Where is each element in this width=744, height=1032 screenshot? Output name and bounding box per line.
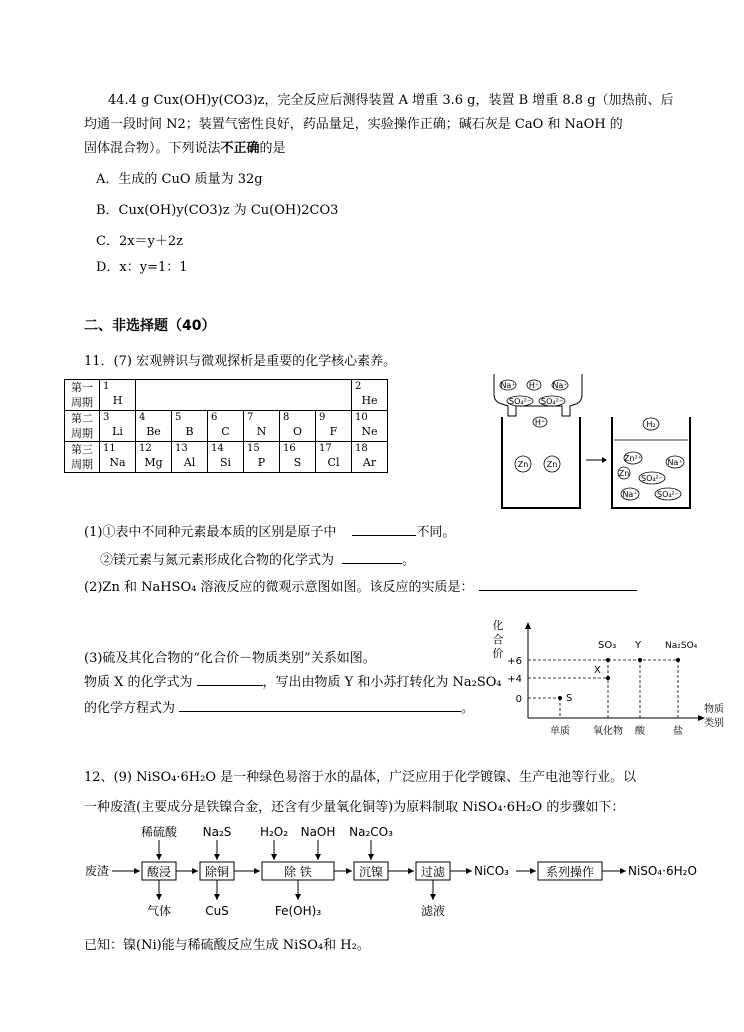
step-label: 系列操作	[545, 865, 595, 879]
flow-start: 废渣	[85, 864, 110, 878]
ion-label: SO₄²⁻	[640, 474, 664, 483]
reagent-label: NaOH	[300, 825, 336, 839]
y-axis-label-3: 价	[492, 647, 504, 660]
y-axis-label-2: 合	[492, 633, 504, 646]
reagent-label: Na₂CO₃	[349, 825, 393, 839]
period-label: 第一 周期	[65, 380, 100, 411]
q11-stem: 11．(7) 宏观辨识与微观探析是重要的化学核心素养。	[84, 354, 397, 369]
x-tick: 酸	[635, 726, 645, 737]
period-label: 第三 周期	[65, 442, 100, 473]
point-label: Y	[635, 640, 642, 651]
element-cell: 18 Ar	[352, 442, 388, 473]
y-axis-label-1: 化	[492, 619, 504, 632]
point-s	[558, 696, 562, 700]
ion-label: Na⁺	[667, 458, 683, 467]
output-label: CuS	[205, 904, 229, 918]
answer-blank[interactable]	[479, 578, 637, 591]
y-tick: 0	[515, 694, 522, 705]
ion-label: Na⁺	[622, 490, 638, 499]
answer-blank[interactable]	[352, 523, 416, 536]
ion-label: Na⁺	[500, 381, 516, 390]
point-so3	[606, 658, 610, 662]
q12-line-1: 12、(9) NiSO₄·6H₂O 是一种绿色易溶于水的晶体，广泛应用于化学镀镍、生产电池等行业。以	[84, 770, 637, 785]
reagent-label: Na₂S	[202, 825, 232, 839]
step-label: 除铜	[204, 865, 230, 879]
x-axis-label-2: 类别	[704, 718, 724, 729]
q11-part1: (1)①表中不同种元素最本质的区别是原子中 不同。	[84, 525, 456, 540]
point-label: S	[566, 693, 573, 704]
h2-label: H₂	[646, 420, 656, 429]
step-label: 酸浸	[146, 865, 172, 879]
x-tick: 单质	[550, 726, 570, 737]
q11-part1-2: ②镁元素与氮元素形成化合物的化学式为 。	[100, 553, 416, 568]
answer-blank[interactable]	[179, 699, 461, 712]
intro-line-2: 均通一段时间 N2；装置气密性良好，药品量足，实验操作正确；碱石灰是 CaO 和 NaOH 的	[84, 117, 623, 132]
process-flow	[80, 820, 730, 924]
element-cell: 10 Ne	[352, 411, 388, 442]
step-label: 沉镍	[358, 865, 384, 879]
point-label: Na₂SO₄	[665, 641, 698, 651]
ion-label: SO₄²⁻	[656, 490, 680, 499]
element-cell: 16 S	[280, 442, 316, 473]
point-na2so4	[676, 658, 680, 662]
flow-end: NiSO₄·6H₂O	[628, 864, 697, 878]
element-cell: 13 Al	[172, 442, 208, 473]
option-a: A．生成的 CuO 质量为 32g	[96, 172, 263, 187]
reagent-label: 稀硫酸	[140, 825, 178, 839]
intro-line-3: 固体混合物）。下列说法不正确的是	[84, 141, 286, 156]
ion-label: H⁺	[534, 418, 546, 427]
ion-label: SO₄²⁻	[508, 397, 532, 406]
reagent-label: H₂O₂	[259, 825, 289, 839]
answer-blank[interactable]	[197, 673, 263, 686]
element-cell: 8 O	[280, 411, 316, 442]
point-x	[606, 676, 610, 680]
valence-category-chart	[490, 615, 730, 740]
element-cell: 14 Si	[208, 442, 244, 473]
zn-label: Zn	[517, 460, 529, 469]
table-gap	[136, 380, 352, 411]
element-cell: 5 B	[172, 411, 208, 442]
ion-label: SO₄²⁻	[540, 397, 564, 406]
point-label: SO₃	[598, 640, 617, 651]
zn-label: Zn	[546, 460, 558, 469]
q11-part3: (3)硫及其化合物的“化合价－物质类别”关系如图。	[84, 651, 376, 666]
section-title: 二、非选择题（40）	[84, 318, 216, 334]
output-label: Fe(OH)₃	[274, 904, 322, 918]
element-cell: 12 Mg	[136, 442, 172, 473]
periodic-table	[64, 379, 388, 473]
x-tick: 氧化物	[593, 726, 623, 737]
ion-label: Na⁺	[552, 381, 568, 390]
y-tick: +4	[507, 674, 522, 685]
ion-label: H⁺	[528, 381, 540, 390]
element-cell: 7 N	[244, 411, 280, 442]
period-label: 第二 周期	[65, 411, 100, 442]
element-cell: 2 He	[352, 380, 388, 411]
x-tick: 盐	[673, 726, 683, 737]
q11-part2: (2)Zn 和 NaHSO₄ 溶液反应的微观示意图如图。该反应的实质是：	[84, 576, 637, 595]
element-cell: 17 Cl	[316, 442, 352, 473]
ion-label: Zn²⁺	[624, 454, 642, 463]
y-tick: +6	[507, 656, 522, 667]
answer-blank[interactable]	[342, 551, 402, 564]
element-cell: 11 Na	[100, 442, 136, 473]
q12-known: 已知：镍(Ni)能与稀硫酸反应生成 NiSO₄和 H₂。	[84, 938, 370, 953]
step-label: 除 铁	[284, 865, 312, 879]
element-cell: 3 Li	[100, 411, 136, 442]
step-label: 过滤	[420, 865, 446, 879]
zn-label: Zn	[618, 469, 630, 478]
option-c: C．2x＝y＋2z	[96, 234, 184, 249]
element-cell: 6 C	[208, 411, 244, 442]
q11-part3-x: 物质 X 的化学式为 ，写出由物质 Y 和小苏打转化为 Na₂SO₄	[84, 675, 502, 690]
element-cell: 9 F	[316, 411, 352, 442]
flow-mid: NiCO₃	[474, 864, 509, 878]
element-cell: 15 P	[244, 442, 280, 473]
q11-part3-eq: 的化学方程式为 。	[84, 701, 475, 716]
point-y	[638, 658, 642, 662]
output-label: 气体	[146, 904, 172, 918]
x-axis-label-1: 物质	[704, 704, 724, 715]
element-cell: 4 Be	[136, 411, 172, 442]
output-label: 滤液	[420, 904, 446, 918]
zn-nahso4-diagram	[490, 372, 720, 512]
intro-line-1: 44.4 g Cux(OH)y(CO3)z，完全反应后测得装置 A 增重 3.6 g，装置 B 增重 8.8 g（加热前、后	[108, 93, 674, 108]
element-cell: 1 H	[100, 380, 136, 411]
option-b: B．Cux(OH)y(CO3)z 为 Cu(OH)2CO3	[96, 203, 339, 218]
q12-line-2: 一种废渣(主要成分是铁镍合金，还含有少量氧化铜等)为原料制取 NiSO₄·6H₂O 的步骤如下：	[84, 800, 625, 815]
option-d: D．x：y=1：1	[96, 260, 188, 275]
point-label: X	[594, 665, 601, 676]
